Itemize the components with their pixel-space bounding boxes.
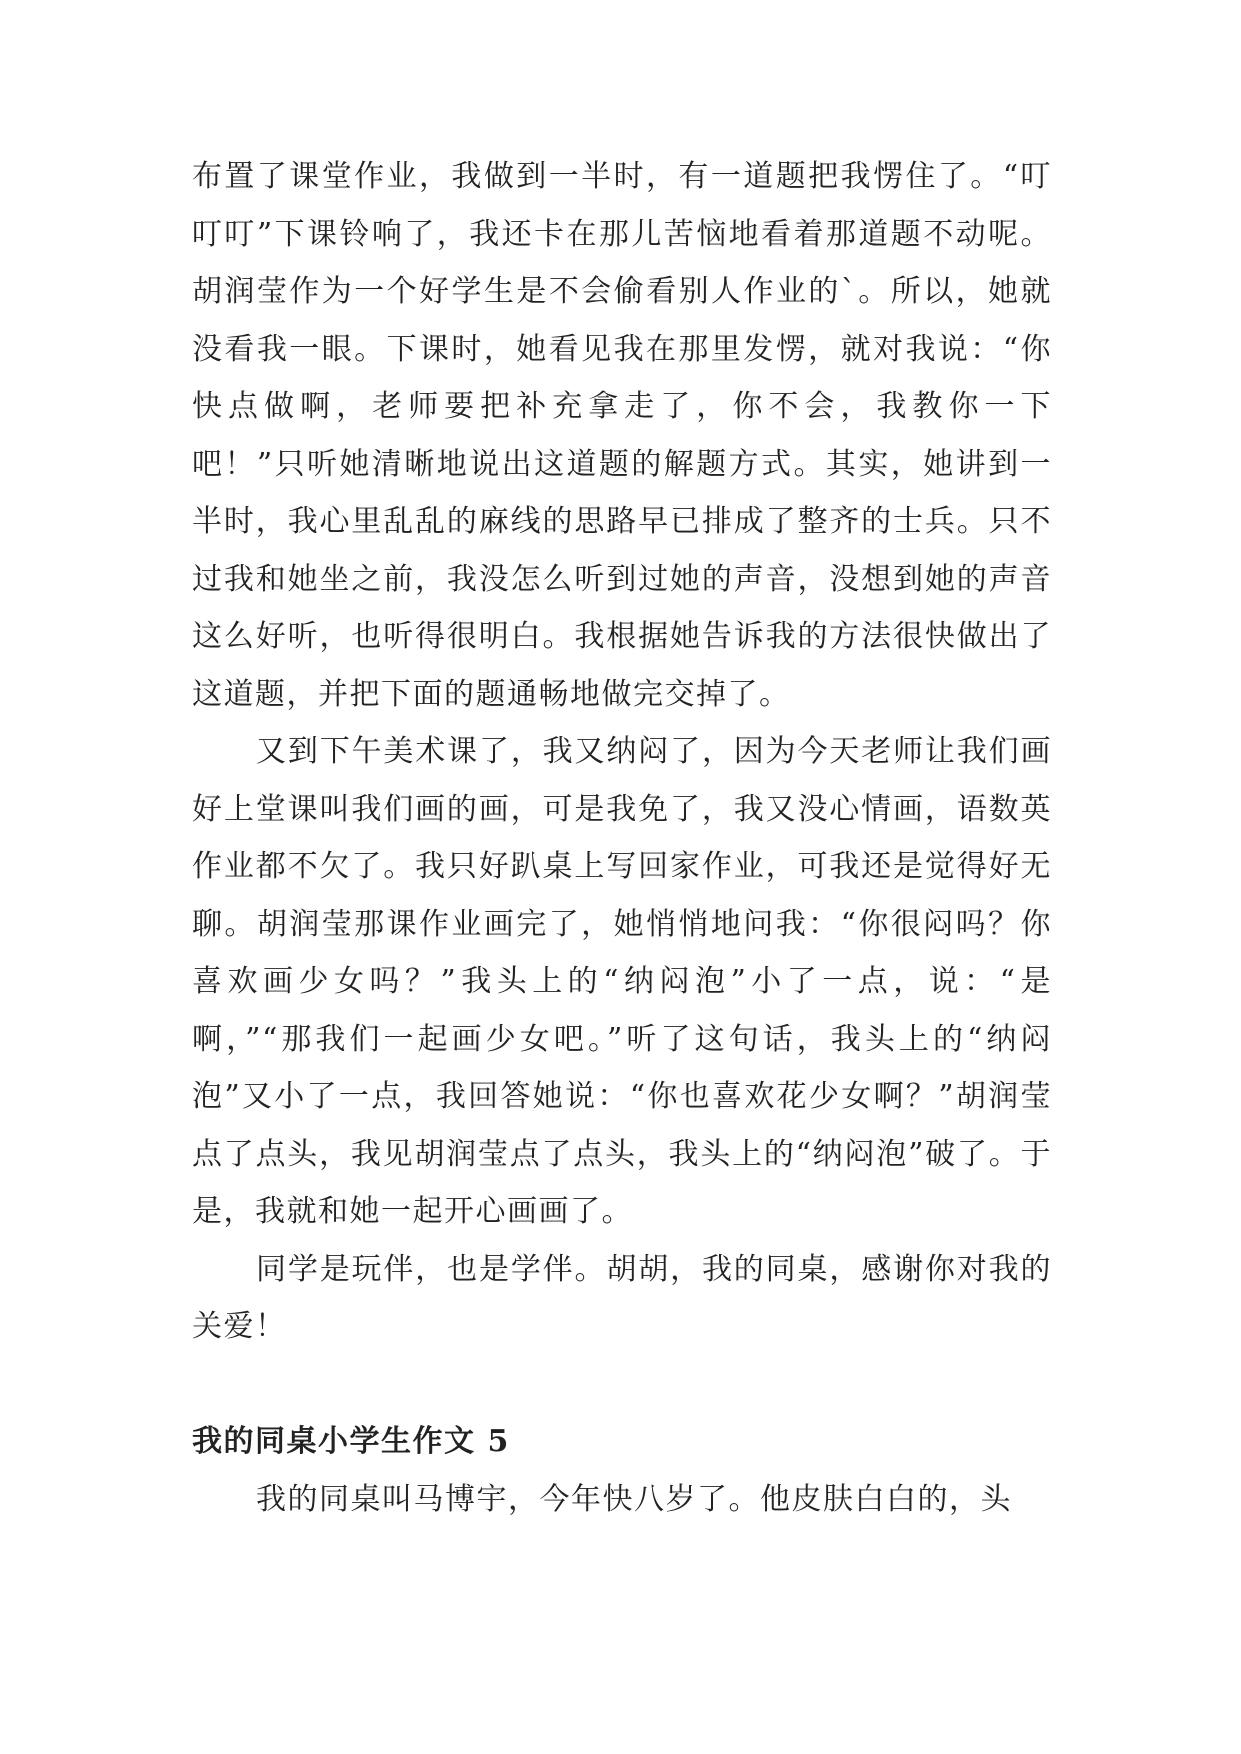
paragraph-continued: 布置了课堂作业，我做到一半时，有一道题把我愣住了。“叮叮叮”下课铃响了，我还卡在那儿苦恼地看着那道题不动呢。胡润莹作为一个好学生是不会偷看别人作业的`。所以，她就没看我一眼。下课时，她看见我在那里发愣，就对我说：“你快点做啊，老师要把补充拿走了，你不会，我教你一下吧！”只听她清晰地说出这道题的解题方式。其实，她讲到一半时，我心里乱乱的麻线的思路早已排成了整齐的士兵。只不过我和她坐之前，我没怎么听到过她的声音，没想到她的声音这么好听，也听得很明白。我根据她告诉我的方法很快做出了这道题，并把下面的题通畅地做完交掉了。 [192, 159, 1052, 712]
section-heading: 我的同桌小学生作文 5 [192, 1424, 510, 1459]
paragraph-section-intro: 我的同桌叫马博宇，今年快八岁了。他皮肤白白的，头 [256, 1481, 1012, 1517]
paragraph-art-class: 又到下午美术课了，我又纳闷了，因为今天老师让我们画好上堂课叫我们画的画，可是我免了，我又没心情画，语数英作业都不欠了。我只好趴桌上写回家作业，可我还是觉得好无聊。胡润莹那课作业画完了，她悄悄地问我：“你很闷吗？你喜欢画少女吗？”我头上的“纳闷泡”小了一点，说：“是啊，”“那我们一起画少女吧。”听了这句话，我头上的“纳闷泡”又小了一点，我回答她说：“你也喜欢花少女啊？”胡润莹点了点头，我见胡润莹点了点头，我头上的“纳闷泡”破了。于是，我就和她一起开心画画了。 [192, 734, 1052, 1229]
section-spacer [192, 1356, 1052, 1414]
document-body [192, 148, 1052, 1528]
paragraph-closing: 同学是玩伴，也是学伴。胡胡，我的同桌，感谢你对我的关爱！ [192, 1251, 1052, 1344]
